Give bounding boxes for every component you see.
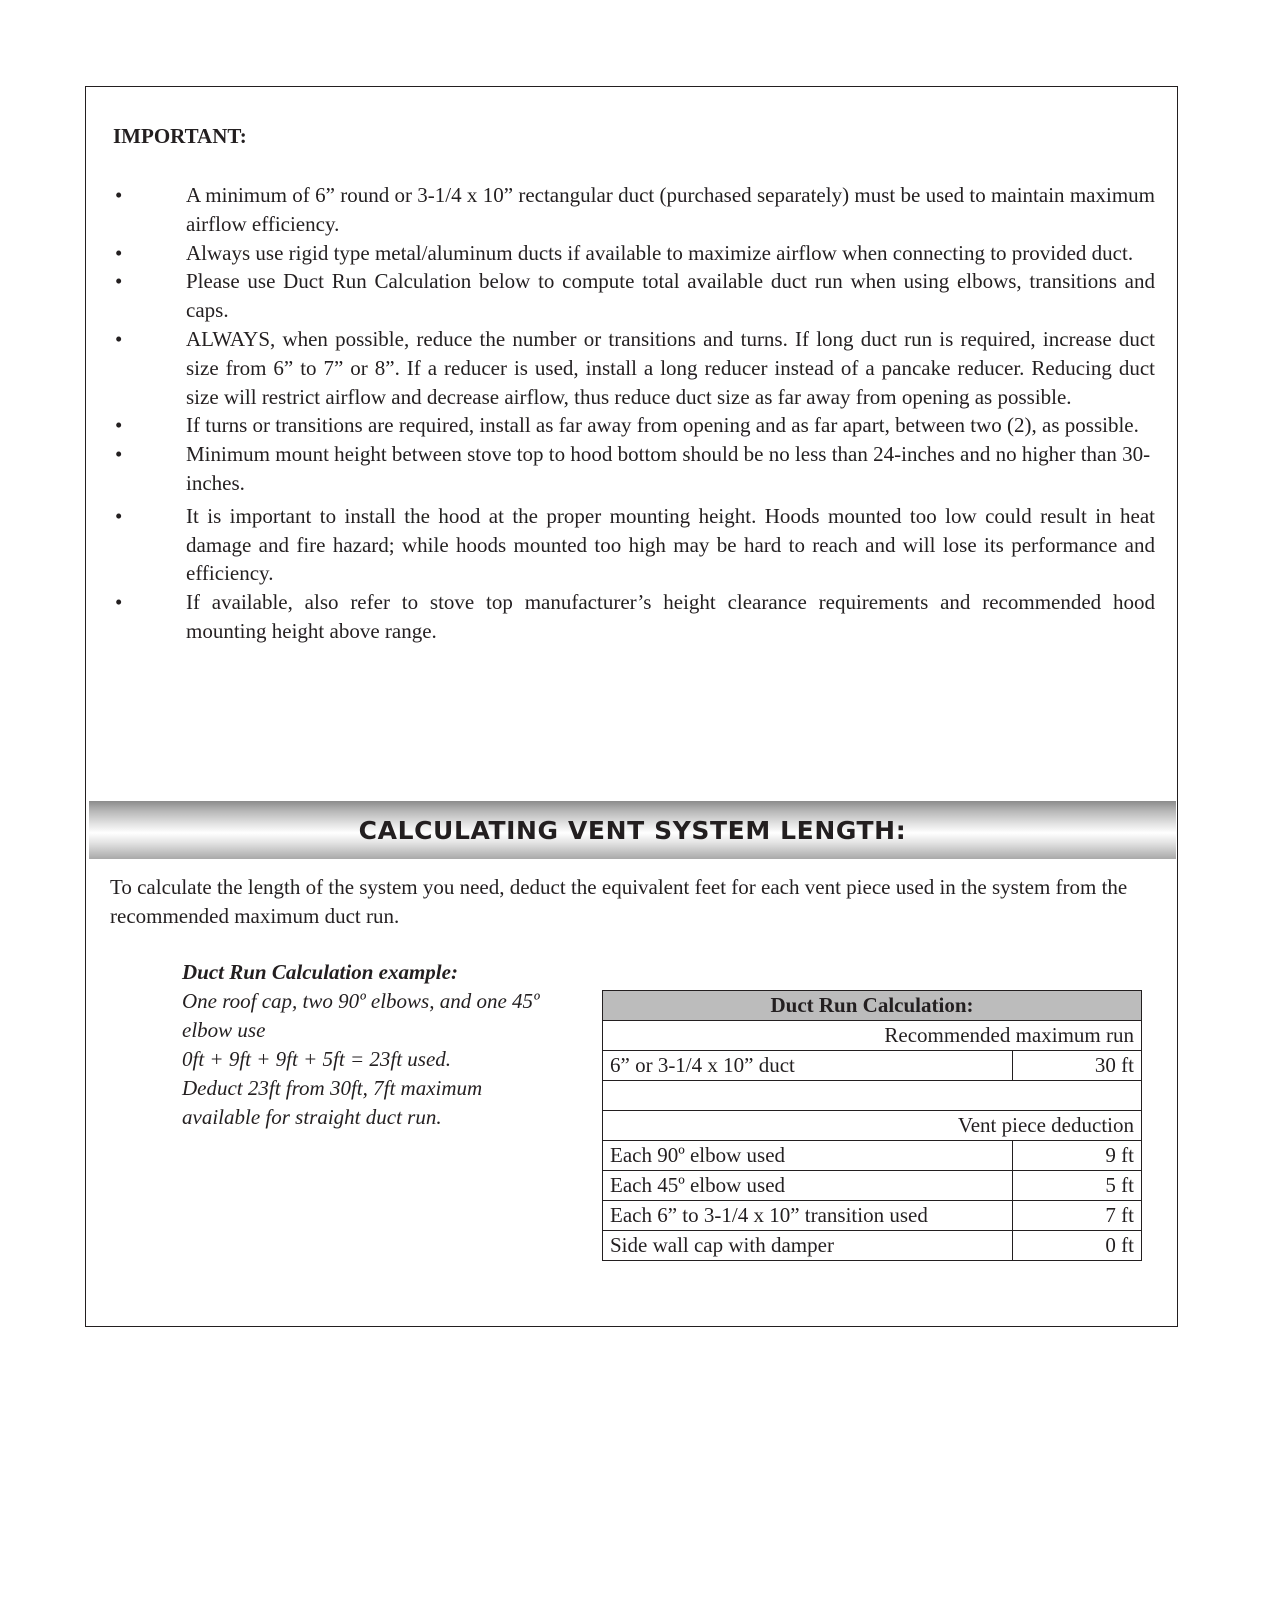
table-row <box>603 1141 1142 1171</box>
calculation-example <box>182 958 602 1132</box>
bullet-text: A minimum of 6” round or 3-1/4 x 10” rectangular duct (purchased separately) must be used to maintain maximum airflow efficiency. <box>186 183 1155 236</box>
duct-run-table <box>602 990 1142 1261</box>
bullet-marker: • <box>115 183 123 207</box>
intro-paragraph: To calculate the length of the system you need, deduct the equivalent feet for each vent piece used in the system from the recommended maximum duct run. <box>110 875 1128 928</box>
duct-value-cell: 30 ft <box>1013 1051 1142 1081</box>
deduction-label-cell: Each 6” to 3-1/4 x 10” transition used <box>603 1201 1013 1231</box>
duct-label-cell: 6” or 3-1/4 x 10” duct <box>603 1051 1013 1081</box>
deduction-value-cell: 5 ft <box>1013 1171 1142 1201</box>
bullet-marker: • <box>115 413 123 438</box>
list-item <box>113 588 1155 646</box>
example-line: elbow use <box>182 1018 266 1042</box>
example-line: One roof cap, two 90º elbows, and one 45º <box>182 989 540 1013</box>
example-line: Deduct 23ft from 30ft, 7ft maximum <box>182 1076 483 1100</box>
bullet-text: Please use Duct Run Calculation below to compute total available duct run when using elbows, transitions and caps. <box>186 269 1155 323</box>
list-item <box>113 440 1155 498</box>
deduction-label-cell: Each 90º elbow used <box>603 1141 1013 1171</box>
bullet-marker: • <box>115 269 123 294</box>
table-row-blank <box>603 1081 1142 1111</box>
table-row <box>603 1201 1142 1231</box>
example-heading: Duct Run Calculation example: <box>182 960 458 984</box>
important-heading: IMPORTANT: <box>113 124 247 148</box>
list-item <box>113 181 1155 239</box>
blank-cell <box>603 1081 1142 1111</box>
list-item <box>113 325 1155 411</box>
section-banner <box>89 801 1176 859</box>
list-item <box>113 267 1155 325</box>
table-title-row <box>603 991 1142 1021</box>
recommended-run-header: Recommended maximum run <box>603 1021 1142 1051</box>
bullet-marker: • <box>115 590 123 615</box>
deduction-value-cell: 9 ft <box>1013 1141 1142 1171</box>
deduction-label-cell: Side wall cap with damper <box>603 1231 1013 1261</box>
table-row <box>603 1171 1142 1201</box>
bullet-text: If turns or transitions are required, install as far away from opening and as far apart, between two (2), as possible. <box>186 413 1139 438</box>
deduction-value-cell: 7 ft <box>1013 1201 1142 1231</box>
bullet-marker: • <box>115 503 123 528</box>
bullet-text: It is important to install the hood at the proper mounting height. Hoods mounted too low could result in heat damage and fire hazard; while hoods mounted too high may be hard to reach and will lose its performance and efficiency. <box>186 503 1155 586</box>
example-line: 0ft + 9ft + 9ft + 5ft = 23ft used. <box>182 1047 452 1071</box>
bullet-marker: • <box>115 240 123 265</box>
bullet-text: If available, also refer to stove top manufacturer’s height clearance requirements and recommended hood mounting height above range. <box>186 590 1155 643</box>
bullet-text: ALWAYS, when possible, reduce the number or transitions and turns. If long duct run is required, increase duct size from 6” to 7” or 8”. If a reducer is used, install a long reducer instead of a pancake reducer. Reducing duct size will restrict airflow and decrease airflow, thus reduce duct size as far away from opening as possible. <box>186 326 1155 409</box>
table-row <box>603 1051 1142 1081</box>
deduction-header: Vent piece deduction <box>603 1111 1142 1141</box>
bullet-marker: • <box>115 326 123 351</box>
list-item <box>113 502 1155 588</box>
deduction-label-cell: Each 45º elbow used <box>603 1171 1013 1201</box>
table-row <box>603 1231 1142 1261</box>
example-line: available for straight duct run. <box>182 1105 442 1129</box>
table-row <box>603 1111 1142 1141</box>
bullet-marker: • <box>115 442 123 467</box>
section-title: CALCULATING VENT SYSTEM LENGTH: <box>358 815 907 845</box>
important-bullet-list <box>113 181 1155 646</box>
bullet-text: Always use rigid type metal/aluminum ducts if available to maximize airflow when connecting to provided duct. <box>186 240 1134 265</box>
list-item <box>113 411 1155 440</box>
list-item <box>113 239 1155 268</box>
bullet-text: Minimum mount height between stove top to hood bottom should be no less than 24-inches and no higher than 30-inches. <box>186 442 1151 495</box>
deduction-value-cell: 0 ft <box>1013 1231 1142 1261</box>
table-title: Duct Run Calculation: <box>603 991 1142 1021</box>
table-row <box>603 1021 1142 1051</box>
